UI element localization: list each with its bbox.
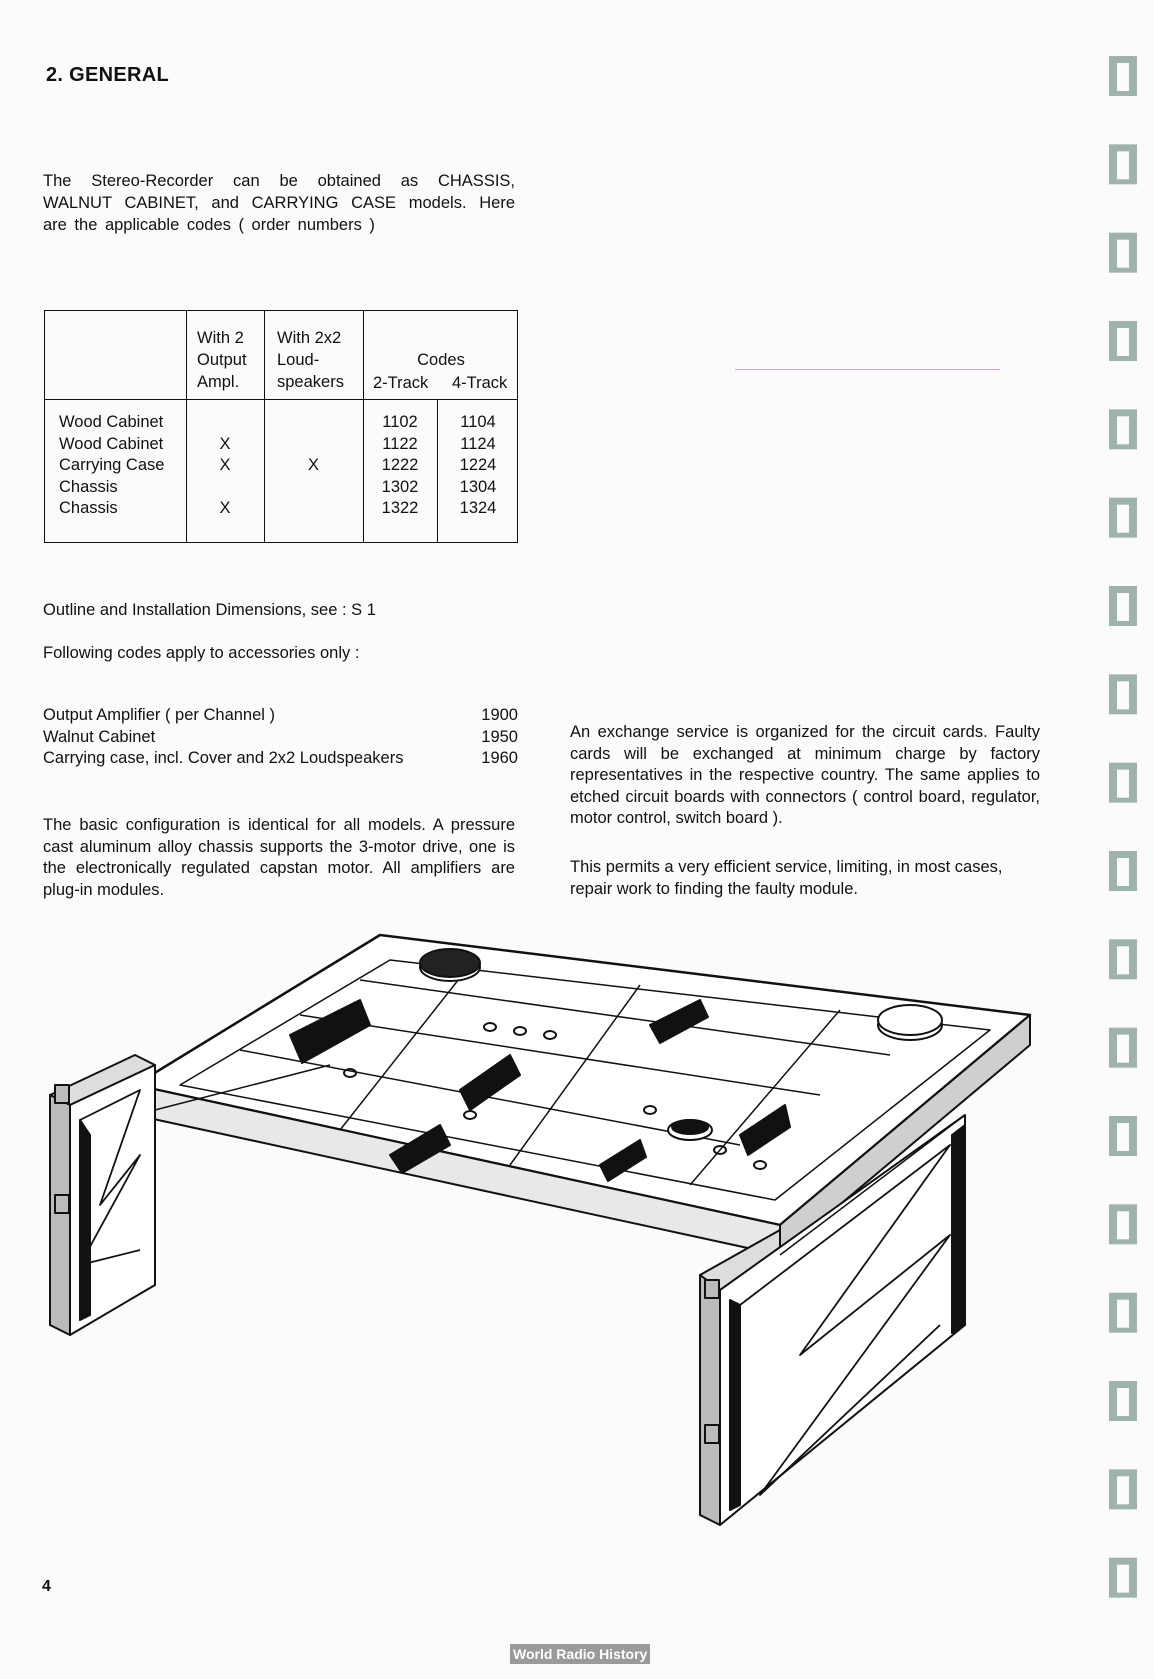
table-cell-model: Chassis [59, 477, 118, 496]
header-output-ampl: With 2 Output Ampl. [197, 329, 247, 391]
header-4-track: 4-Track [452, 374, 508, 392]
index-tab-icon [1109, 763, 1137, 803]
list-item: Carrying case, incl. Cover and 2x2 Loudspeakers 1960 [43, 749, 518, 767]
list-item: Output Amplifier ( per Channel ) 1900 [43, 706, 518, 724]
index-tab-icon [1109, 144, 1137, 184]
index-tabs [1103, 50, 1143, 1640]
basic-configuration-paragraph: The basic configuration is identical for all models. A pressure cast aluminum alloy chassis supports the 3-motor drive, one is the electronically regulated capstan motor. All amplifiers are plug-in modules. [43, 816, 515, 899]
index-tab-icon [1109, 321, 1137, 361]
index-tab-icon [1109, 409, 1137, 449]
index-tab-icon [1109, 939, 1137, 979]
table-cell-two-track: 1122 [382, 434, 418, 453]
table-cell-four-track: 1304 [459, 477, 497, 496]
table-cell-speakers: X [307, 456, 319, 474]
table-cell-two-track: 1102 [382, 413, 418, 431]
index-tab-icon [1109, 1116, 1137, 1156]
table-cell-model: Carrying Case [59, 456, 165, 474]
index-tab-icon [1109, 1381, 1137, 1421]
table-cell-model: Chassis [59, 499, 118, 517]
table-cell-model: Wood Cabinet [59, 434, 164, 453]
service-note-paragraph: This permits a very efficient service, limiting, in most cases, repair work to finding the faulty module. [570, 858, 1003, 898]
accessories-intro: Following codes apply to accessories only : [43, 644, 360, 662]
table-cell-four-track: 1224 [459, 456, 497, 474]
page-number: 4 [42, 1578, 51, 1595]
header-2-track: 2-Track [373, 374, 429, 392]
index-tab-icon [1109, 586, 1137, 626]
outline-reference: Outline and Installation Dimensions, see : S 1 [43, 601, 376, 619]
intro-paragraph: The Stereo-Recorder can be obtained as CHASSIS, WALNUT CABINET, and CARRYING CASE models. Here are the applicable codes ( order numbers ) [43, 172, 515, 234]
index-tab-icon [1109, 674, 1137, 714]
table-cell-two-track: 1222 [381, 456, 419, 474]
index-tab-icon [1109, 498, 1137, 538]
index-tab-icon [1109, 1469, 1137, 1509]
index-tab-icon [1109, 233, 1137, 273]
divider [735, 369, 1000, 370]
footer-badge: World Radio History [510, 1644, 650, 1664]
index-tab-icon [1109, 1204, 1137, 1244]
index-tab-icon [1109, 1293, 1137, 1333]
codes-table [44, 310, 518, 543]
table-cell-amp: X [219, 434, 231, 453]
table-cell-model: Wood Cabinet [59, 413, 164, 431]
table-cell-two-track: 1322 [381, 499, 419, 517]
section-title: 2. GENERAL [46, 64, 170, 86]
table-cell-four-track: 1104 [460, 413, 496, 431]
index-tab-icon [1109, 1558, 1137, 1598]
table-cell-two-track: 1302 [381, 477, 419, 496]
exchange-service-paragraph: An exchange service is organized for the circuit cards. Faulty cards will be exchanged at minimum charge by factory representatives in the respective country. The same applies to etched circuit boards with connectors ( control board, regulator, motor control, switch board ). [570, 723, 1040, 827]
index-tab-icon [1109, 56, 1137, 96]
header-loudspeakers: With 2x2 Loud- speakers [277, 329, 344, 391]
header-codes: Codes [417, 351, 465, 369]
list-item: Walnut Cabinet 1950 [43, 727, 518, 746]
table-cell-four-track: 1324 [459, 499, 497, 517]
index-tab-icon [1109, 851, 1137, 891]
accessories-list [43, 705, 518, 770]
table-cell-four-track: 1124 [460, 434, 496, 453]
chassis-illustration [40, 905, 1040, 1555]
table-cell-amp: X [219, 456, 231, 474]
index-tab-icon [1109, 1028, 1137, 1068]
table-cell-amp: X [219, 499, 231, 517]
